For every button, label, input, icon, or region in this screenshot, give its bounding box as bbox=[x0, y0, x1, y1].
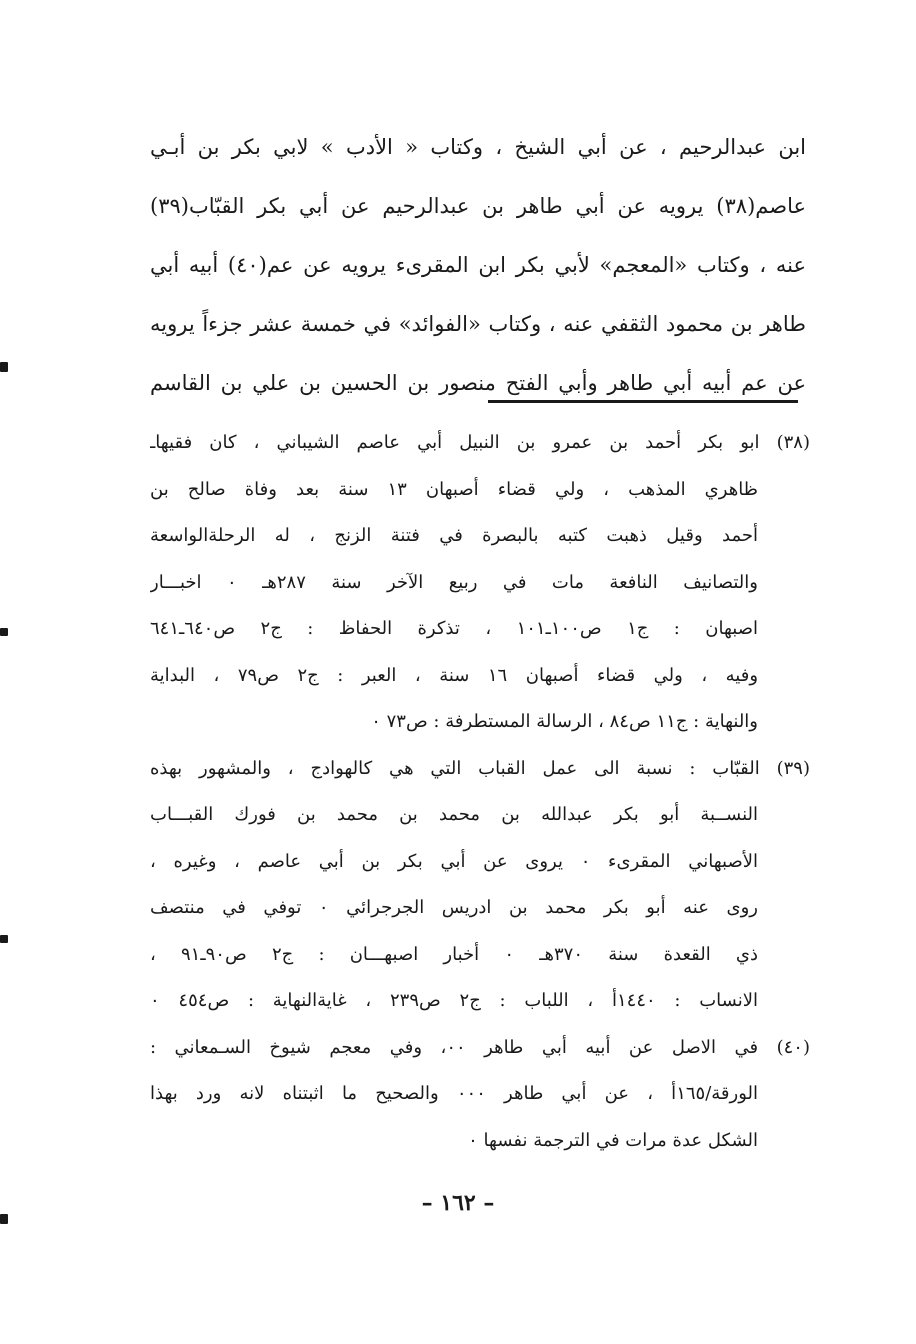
main-text-line: ابن عبدالرحيم ، عن أبي الشيخ ، وكتاب « الأدب » لابي بكر بن أبـي bbox=[150, 135, 806, 159]
footnote-39 bbox=[150, 746, 810, 1025]
footnote-line: وفيه ، ولي قضاء أصبهان ١٦ سنة ، العبر : ج٢ ص٧٩ ، البداية bbox=[150, 664, 758, 686]
footnote-line: الأصبهاني المقرىء ٠ يروى عن أبي بكر بن أبي عاصم ، وغيره ، bbox=[150, 850, 758, 872]
main-text-line: طاهر بن محمود الثقفي عنه ، وكتاب «الفوائد» في خمسة عشر جزءاً يرويه bbox=[150, 312, 806, 336]
footnote-line: أحمد وقيل ذهبت كتبه بالبصرة في فتنة الزنج ، له الرحلةالواسعة bbox=[150, 525, 758, 546]
main-text-line: عن عم أبيه أبي طاهر وأبي الفتح منصور بن الحسين بن علي بن القاسم bbox=[150, 371, 806, 395]
footnote-38 bbox=[150, 420, 810, 746]
footnotes-block bbox=[150, 420, 810, 1164]
footnote-line: الشكل عدة مرات في الترجمة نفسها ٠ bbox=[468, 1129, 758, 1151]
main-text-block bbox=[150, 118, 806, 413]
footnote-separator-rule bbox=[488, 400, 798, 403]
footnote-line: الانساب : ١٤٤٠أ ، اللباب : ج٢ ص٢٣٩ ، غايةالنهاية : ص٤٥٤ ٠ bbox=[150, 990, 758, 1011]
footnote-line: الورقة/١٦٥أ ، عن أبي طاهر ٠٠٠ والصحيح ما اثبتناه لانه ورد بهذا bbox=[150, 1083, 758, 1104]
footnote-line: روى عنه أبو بكر محمد بن ادريس الجرجرائي ٠ توفي في منتصف bbox=[150, 897, 758, 918]
footnote-line: ظاهري المذهب ، ولي قضاء أصبهان ١٣ سنة بعد وفاة صالح بن bbox=[150, 478, 758, 500]
scan-edge-mark bbox=[0, 935, 8, 943]
footnote-line: اصبهان : ج١ ص١٠٠ـ١٠١ ، تذكرة الحفاظ : ج٢ ص٦٤٠ـ٦٤١ bbox=[150, 618, 758, 639]
footnote-line: ذي القعدة سنة ٣٧٠هـ ٠ أخبار اصبهـــان : ج٢ ص٩٠ـ٩١ ، bbox=[150, 943, 758, 965]
main-text-line: عنه ، وكتاب «المعجم» لأبي بكر ابن المقرىء يرويه عن عم(٤٠) أبيه أبي bbox=[150, 253, 806, 277]
footnote-line: (٤٠) في الاصل عن أبيه أبي طاهر ٠٠، وفي معجم شيوخ السـمعاني : bbox=[150, 1036, 810, 1058]
page-number: – ١٦٢ – bbox=[421, 1190, 495, 1216]
footnote-line: والنهاية : ج١١ ص٨٤ ، الرسالة المستطرفة : ص٧٣ ٠ bbox=[371, 711, 758, 732]
scan-edge-mark bbox=[0, 362, 8, 372]
footnote-line: والتصانيف النافعة مات في ربيع الآخر سنة ٢٨٧هـ ٠ اخبـــار bbox=[150, 571, 758, 593]
scan-edge-mark bbox=[0, 1214, 8, 1224]
footnote-40 bbox=[150, 1025, 810, 1165]
scan-edge-mark bbox=[0, 628, 8, 636]
footnote-line: النســبة أبو بكر عبدالله بن محمد بن محمد بن فورك القبـــاب bbox=[150, 804, 758, 825]
main-text-line: عاصم(٣٨) يرويه عن أبي طاهر بن عبدالرحيم عن أبي بكر القبّاب(٣٩) bbox=[150, 194, 806, 218]
footnote-line: (٣٩) القبّاب : نسبة الى عمل القباب التي هي كالهوادج ، والمشهور بهذه bbox=[150, 757, 810, 779]
footnote-line: (٣٨) ابو بكر أحمد بن عمرو بن النبيل أبي عاصم الشيباني ، كان فقيهاـ bbox=[150, 432, 810, 453]
